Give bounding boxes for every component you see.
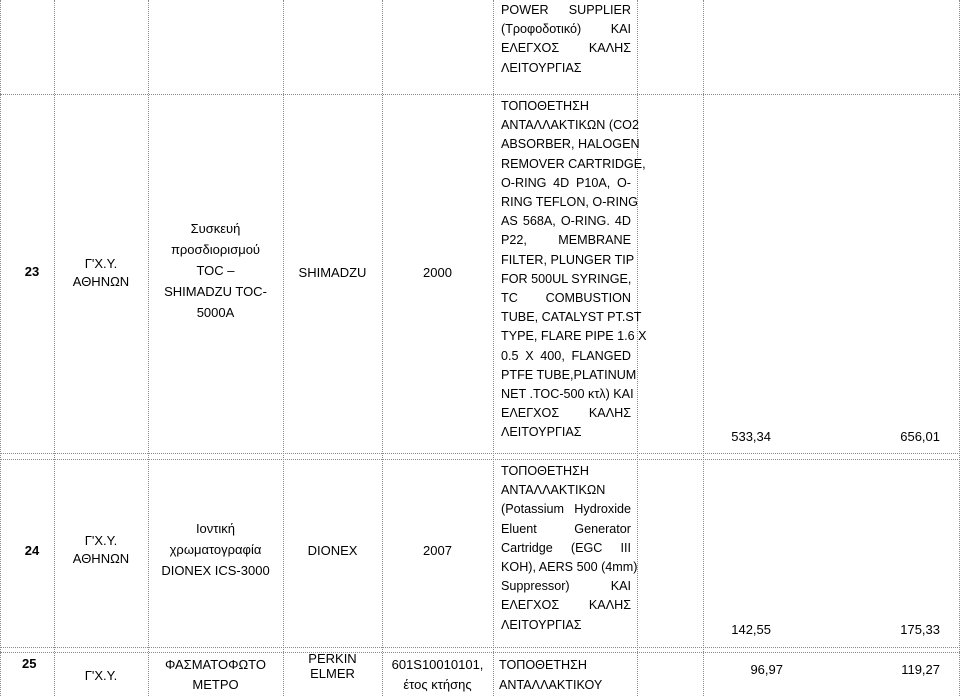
service-name	[56, 255, 146, 291]
text-line: 0.5 X 400, FLANGED	[501, 348, 631, 363]
text-line: ΦΑΣΜΑΤΟΦΩΤΟ	[165, 657, 266, 672]
device-description	[150, 518, 281, 580]
year: 2007	[423, 542, 452, 558]
text-line: ΕΛΕΓΧΟΣ ΚΑΛΗΣ	[501, 598, 631, 613]
grid-line	[0, 652, 960, 653]
grid-line	[148, 0, 149, 696]
grid-line	[283, 0, 284, 696]
text-line: ΑΝΤΑΛΛΑΚΤΙΚΩΝ (CO2	[501, 118, 639, 133]
cost-value: 96,97	[750, 662, 783, 677]
text-line: ABSORBER, HALOGEN	[501, 137, 640, 152]
grid-line	[54, 0, 55, 696]
text-line: ΕΛΕΓΧΟΣ ΚΑΛΗΣ	[501, 41, 631, 56]
text-line: TUBE, CATALYST PT.ST	[501, 310, 642, 325]
text-line: PTFE TUBE,PLATINUM	[501, 367, 637, 382]
grid-line	[703, 0, 704, 696]
text-line: (Τροφοδοτικό) ΚΑΙ	[501, 22, 631, 37]
text-line: ΤΟΠΟΘΕΤΗΣΗ	[501, 99, 590, 113]
manufacturer: SHIMADZU	[298, 264, 367, 280]
text-line: NET .TOC-500 κτλ) ΚΑΙ	[501, 387, 634, 402]
service-name	[56, 665, 146, 685]
text-line: TYPE, FLARE PIPE 1.6 X	[501, 329, 647, 344]
grid-line	[0, 453, 960, 454]
work-description	[499, 655, 633, 695]
text-line: SHIMADZU TOC-	[164, 283, 267, 299]
text-line: Cartridge (EGC III	[501, 540, 631, 555]
manufacturer: DIONEX	[307, 542, 358, 558]
text-line: Συσκευή	[190, 220, 241, 236]
manufacturer: PERKIN ELMER	[308, 651, 357, 681]
text-line: REMOVER CARTRIDGE,	[501, 156, 646, 171]
text-line: Suppressor) ΚΑΙ	[501, 579, 631, 594]
text-line: ΤΟΠΟΘΕΤΗΣΗ	[501, 464, 590, 478]
text-line: RING TEFLON, O-RING	[501, 195, 638, 210]
work-description	[499, 462, 638, 635]
cost-value: 533,34	[731, 429, 771, 444]
service-line: Γ'Χ.Υ.	[84, 667, 118, 683]
text-line: DIONEX ICS-3000	[161, 562, 270, 578]
work-description	[499, 97, 647, 443]
text-line: έτος κτήσης	[403, 677, 472, 692]
year	[384, 655, 491, 695]
text-line: προσδιορισμού	[170, 241, 261, 257]
year: 2000	[423, 264, 452, 280]
grid-line	[0, 0, 1, 696]
cost-with-vat-value: 175,33	[900, 622, 940, 637]
text-line: χρωματογραφία	[169, 541, 262, 557]
cost-value: 142,55	[731, 622, 771, 637]
cost-with-vat-value: 656,01	[900, 429, 940, 444]
text-line: Ιοντική	[195, 520, 236, 536]
service-line: Γ'Χ.Υ.	[84, 256, 118, 271]
service-line: Γ'Χ.Υ.	[84, 533, 118, 548]
cost-with-vat-value: 119,27	[901, 662, 940, 677]
grid-line	[0, 459, 960, 460]
text-line: FOR 500UL SYRINGE,	[501, 271, 632, 286]
grid-line	[493, 0, 494, 696]
text-line: ΛΕΙΤΟΥΡΓΙΑΣ	[501, 60, 582, 75]
text-line: (Potassium Hydroxide	[501, 502, 631, 517]
grid-line	[637, 0, 638, 696]
text-line: ΕΛΕΓΧΟΣ ΚΑΛΗΣ	[501, 406, 631, 421]
text-line: FILTER, PLUNGER TIP	[501, 252, 635, 267]
text-line: ΛΕΙΤΟΥΡΓΙΑΣ	[501, 617, 582, 632]
service-name	[56, 532, 146, 568]
text-line: KOH), AERS 500 (4mm)	[501, 560, 638, 575]
text-line: 5000A	[196, 304, 235, 320]
row-number: 24	[24, 542, 40, 558]
text-line: ΜΕΤΡΟ	[192, 677, 239, 692]
text-line: ΑΝΤΑΛΛΑΚΤΙΚΩΝ	[501, 483, 606, 498]
text-line: ΑΝΤΑΛΛΑΚΤΙΚΟΥ	[499, 678, 603, 692]
service-line: ΑΘΗΝΩΝ	[72, 551, 130, 566]
text-line: Eluent Generator	[501, 521, 631, 536]
text-line: TC COMBUSTION	[501, 291, 631, 306]
text-line: ΤΟΠΟΘΕΤΗΣΗ	[499, 658, 588, 672]
text-line: AS 568A, O-RING. 4D	[501, 214, 631, 229]
device-description	[150, 213, 281, 327]
text-line: ΛΕΙΤΟΥΡΓΙΑΣ	[501, 425, 582, 440]
text-line: 601S10010101,	[391, 657, 484, 672]
service-line: ΑΘΗΝΩΝ	[72, 274, 130, 289]
text-line: P22, MEMBRANE	[501, 233, 631, 248]
grid-line	[0, 94, 960, 95]
row-number: 23	[24, 263, 40, 279]
grid-line	[0, 647, 960, 648]
text-line: O-RING 4D P10A, O-	[501, 175, 631, 190]
row-number: 25	[22, 656, 37, 671]
text-line: POWER SUPPLIER	[501, 3, 631, 17]
text-line: TOC –	[196, 262, 235, 278]
device-description	[150, 655, 281, 695]
top-work-description	[499, 1, 633, 78]
grid-line	[382, 0, 383, 696]
